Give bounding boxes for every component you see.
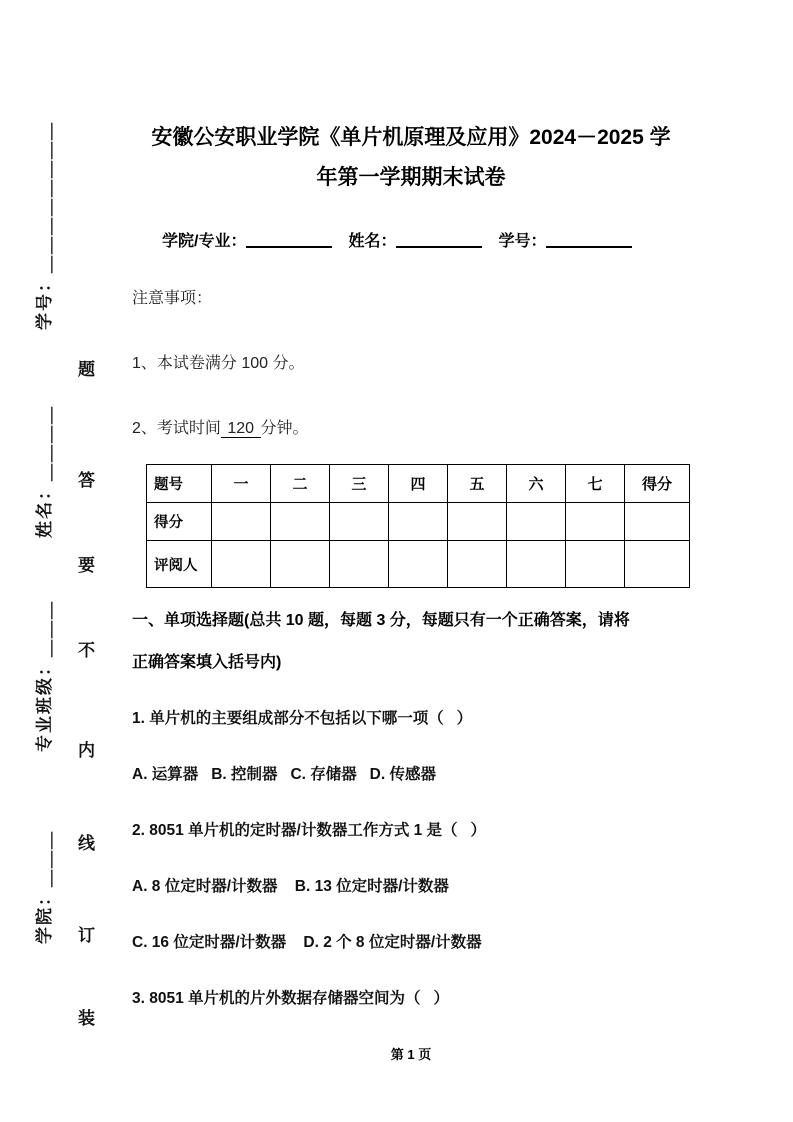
- question-1-text: 1. 单片机的主要组成部分不包括以下哪一项（ ）: [132, 710, 473, 727]
- binding-line-char: 订: [78, 926, 95, 945]
- exam-title-line1: 安徽公安职业学院《单片机原理及应用》2024－2025 学: [151, 126, 671, 149]
- score-table-header-cell: 五: [448, 465, 507, 503]
- score-cell: [625, 503, 690, 541]
- score-cell: [389, 503, 448, 541]
- score-table-header-cell: 六: [507, 465, 566, 503]
- student-info-row: [132, 228, 690, 251]
- score-table-header-cell: 题号: [147, 465, 212, 503]
- score-cell: [271, 503, 330, 541]
- binding-line-char: 内: [78, 741, 95, 760]
- score-table-reviewer-row: [147, 541, 690, 588]
- question-1-options: A. 运算器 B. 控制器 C. 存储器 D. 传感器: [132, 766, 436, 783]
- reviewer-cell: [625, 541, 690, 588]
- reviewer-cell: [330, 541, 389, 588]
- reviewer-row-label: 评阅人: [147, 541, 212, 588]
- binding-line-char: 要: [78, 556, 95, 575]
- score-table-header-cell: 四: [389, 465, 448, 503]
- section1-heading-line1: 一、单项选择题(总共 10 题，每题 3 分，每题只有一个正确答案，请将: [132, 612, 630, 629]
- student-id-label: 学号：: [498, 233, 547, 250]
- name-label: 姓名：: [348, 233, 397, 250]
- score-table-score-row: [147, 503, 690, 541]
- note-item-2-prefix: 2、考试时间: [132, 420, 221, 437]
- score-cell: [507, 503, 566, 541]
- reviewer-cell: [271, 541, 330, 588]
- page-number: 第 1 页: [390, 1047, 432, 1062]
- binding-line-char: 题: [78, 360, 95, 379]
- binding-line-char: 装: [78, 1009, 95, 1028]
- question-2-options-line2: C. 16 位定时器/计数器 D. 2 个 8 位定时器/计数器: [132, 934, 482, 951]
- student-id-blank: [546, 231, 632, 248]
- reviewer-cell: [507, 541, 566, 588]
- score-table-header-cell: 二: [271, 465, 330, 503]
- class-vertical-field: 专业班级：＿＿＿: [35, 600, 54, 752]
- score-table-header-cell: 三: [330, 465, 389, 503]
- binding-line-char: 答: [78, 471, 95, 490]
- college-major-label: 学院/专业：: [162, 233, 247, 250]
- score-table-header-cell: 得分: [625, 465, 690, 503]
- score-cell: [330, 503, 389, 541]
- score-table: [146, 464, 690, 588]
- binding-line-char: 线: [78, 834, 95, 853]
- reviewer-cell: [389, 541, 448, 588]
- reviewer-cell: [566, 541, 625, 588]
- note-item-1: 1、本试卷满分 100 分。: [132, 355, 305, 372]
- binding-line-char: 不: [78, 641, 95, 660]
- question-2-options-line1: A. 8 位定时器/计数器 B. 13 位定时器/计数器: [132, 878, 449, 895]
- score-table-header-cell: 七: [566, 465, 625, 503]
- note-item-2: [132, 415, 690, 438]
- exam-content: [132, 118, 690, 1011]
- note-item-2-suffix: 分钟。: [260, 420, 309, 437]
- score-row-label: 得分: [147, 503, 212, 541]
- score-cell: [212, 503, 271, 541]
- college-vertical-field: 学院：＿＿＿: [35, 830, 54, 944]
- note-item-2-duration: 120: [222, 420, 259, 437]
- college-major-blank: [246, 231, 332, 248]
- score-table-header-cell: 一: [212, 465, 271, 503]
- score-cell: [448, 503, 507, 541]
- notes-heading: 注意事项：: [132, 290, 213, 307]
- score-table-header-row: [147, 465, 690, 503]
- question-3-text: 3. 8051 单片机的片外数据存储器空间为（ ）: [132, 990, 449, 1007]
- name-blank: [396, 231, 482, 248]
- student-id-vertical-field: 学号：＿＿＿＿＿＿＿＿: [35, 121, 54, 330]
- reviewer-cell: [448, 541, 507, 588]
- score-cell: [566, 503, 625, 541]
- name-vertical-field: 姓名：＿＿＿＿: [35, 405, 54, 538]
- exam-title-line2: 年第一学期期末试卷: [316, 166, 506, 189]
- reviewer-cell: [212, 541, 271, 588]
- question-2-text: 2. 8051 单片机的定时器/计数器工作方式 1 是（ ）: [132, 822, 486, 839]
- section1-heading-line2: 正确答案填入括号内): [132, 654, 282, 671]
